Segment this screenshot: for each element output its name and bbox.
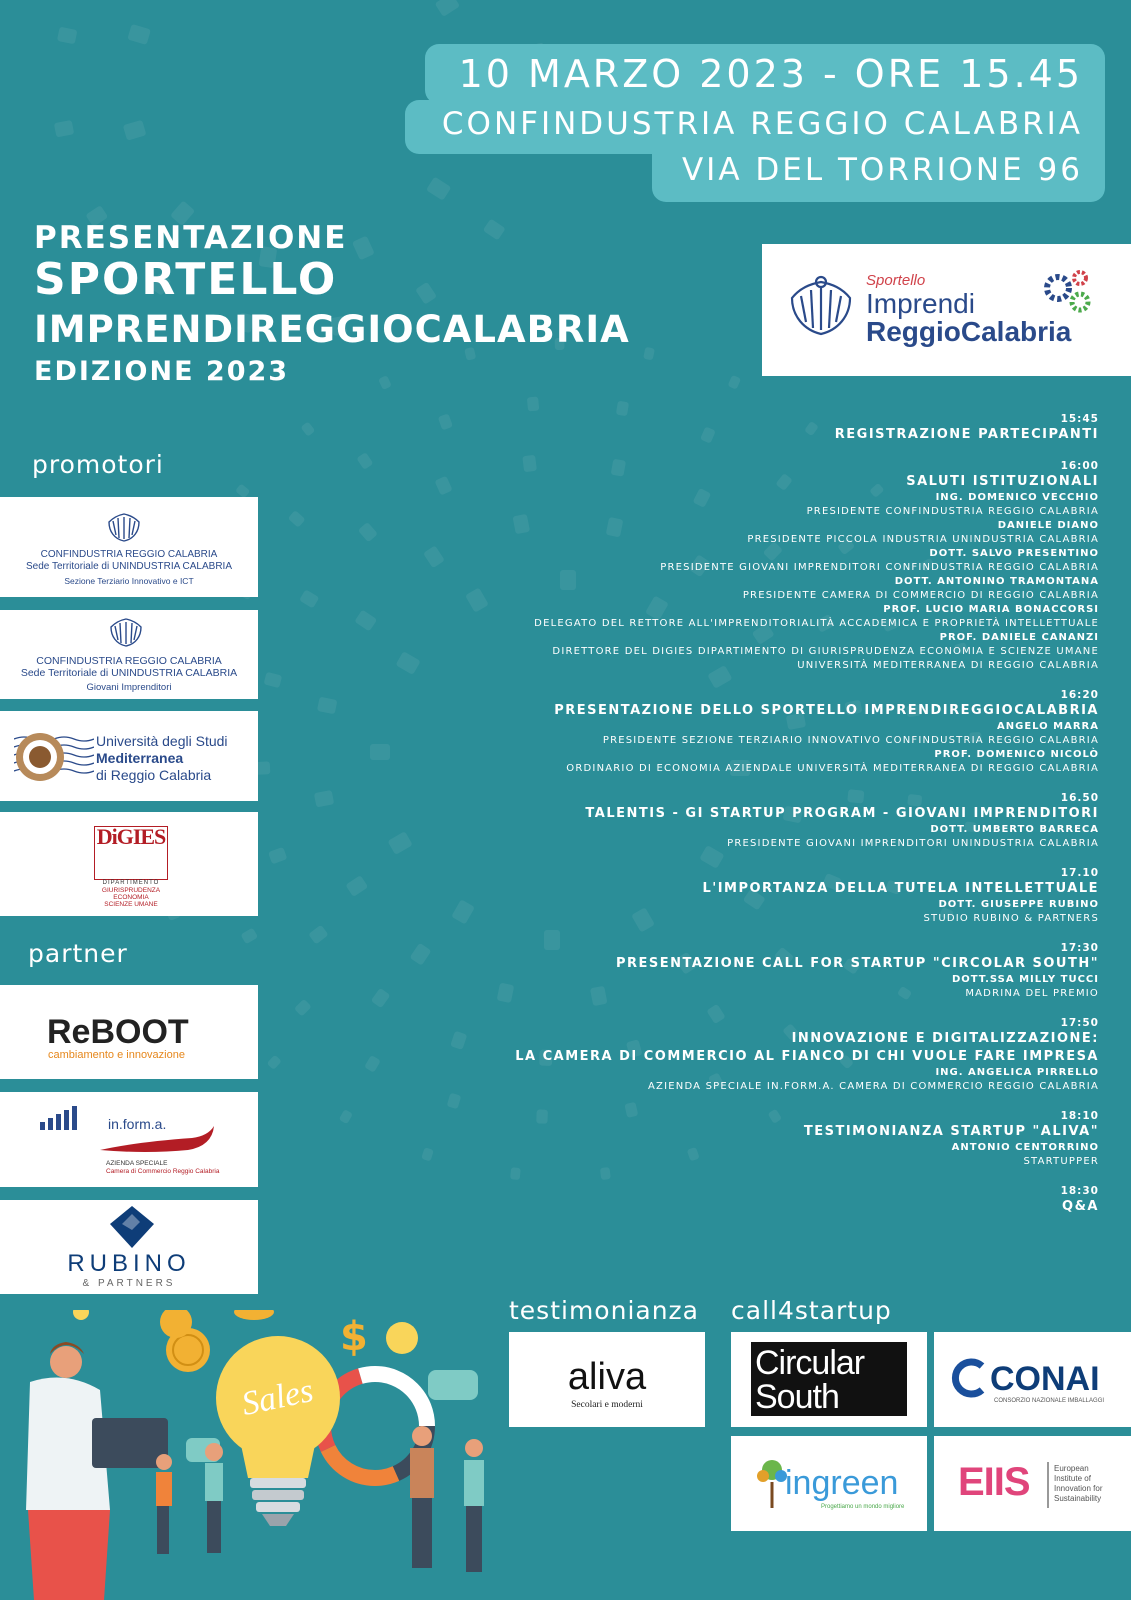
decorative-square — [268, 847, 287, 864]
speaker-role: DELEGATO DEL RETTORE ALL'IMPRENDITORIALITÀ ACCADEMICA E PROPRIETÀ INTELLETTUALE — [534, 618, 1099, 629]
circular-line1: Circular — [755, 1344, 865, 1382]
decorative-square — [267, 1055, 282, 1070]
program-time: 17:30 — [1060, 942, 1099, 954]
promoter3-line2: Mediterranea — [96, 750, 184, 766]
program-title: L'IMPORTANZA DELLA TUTELA INTELLETTUALE — [702, 881, 1099, 896]
ingreen-name: ingreen — [785, 1464, 899, 1502]
program-time: 17.10 — [1060, 867, 1099, 879]
speaker-role: PRESIDENTE GIOVANI IMPRENDITORI UNINDUSTRIA CALABRIA — [727, 838, 1099, 849]
bar-chart-icon — [40, 1106, 80, 1130]
digies-line2: GIURISPRUDENZA — [101, 887, 161, 894]
gears-icon — [1040, 268, 1094, 322]
program-title: TESTIMONIANZA STARTUP "ALIVA" — [803, 1124, 1099, 1139]
program-title-line2: LA CAMERA DI COMMERCIO AL FIANCO DI CHI VUOLE FARE IMPRESA — [515, 1049, 1099, 1064]
event-address: VIA DEL TORRIONE 96 — [681, 152, 1083, 188]
decorative-square — [300, 421, 315, 436]
speaker-name: ING. DOMENICO VECCHIO — [935, 492, 1099, 503]
title-sportello: SPORTELLO — [34, 254, 338, 305]
swoosh-icon — [96, 1124, 220, 1156]
decorative-square — [387, 831, 412, 855]
promoter1-line2: Sede Territoriale di UNINDUSTRIA CALABRIA — [26, 561, 232, 572]
logo-eiis — [934, 1436, 1131, 1531]
aliva-name: aliva — [567, 1356, 647, 1398]
speaker-role: AZIENDA SPECIALE IN.FORM.A. CAMERA DI COMMERCIO REGGIO CALABRIA — [648, 1081, 1099, 1092]
business-illustration — [0, 1310, 520, 1600]
sportello-imprendi-logo — [762, 244, 1131, 376]
decorative-square — [264, 672, 283, 688]
decorative-square — [378, 375, 392, 390]
eiis-line4: Sustainability — [1054, 1494, 1102, 1503]
section-label-promotori: promotori — [32, 450, 164, 479]
speaker-role: PRESIDENTE CAMERA DI COMMERCIO DI REGGIO CALABRIA — [742, 590, 1099, 601]
decorative-square — [352, 236, 375, 261]
decorative-square — [317, 697, 338, 715]
program-item — [419, 941, 1099, 1001]
program-title: INNOVAZIONE E DIGITALIZZAZIONE: — [791, 1031, 1099, 1046]
promoter1-line1: CONFINDUSTRIA REGGIO CALABRIA — [40, 549, 218, 560]
speaker-name: DOTT. GIUSEPPE RUBINO — [938, 899, 1099, 910]
eiis-name: EIIS — [958, 1460, 1030, 1504]
logo-reboot — [0, 985, 258, 1079]
program-title: TALENTIS - GI STARTUP PROGRAM - GIOVANI IMPRENDITORI — [585, 806, 1099, 821]
confindustria-eagle-icon — [108, 616, 144, 648]
program-time: 16:20 — [1060, 689, 1099, 701]
program-time: 17:50 — [1060, 1017, 1099, 1029]
program-time: 15:45 — [1060, 413, 1099, 425]
main-logo-sportello: Sportello — [866, 272, 926, 289]
logo-digies — [0, 812, 258, 916]
rubino-diamond-icon — [110, 1206, 154, 1248]
speaker-name: ING. ANGELICA PIRRELLO — [935, 1067, 1099, 1078]
digies-line3: ECONOMIA — [113, 894, 149, 901]
eiis-line2: Institute of — [1054, 1474, 1091, 1483]
speaker-role: DIRETTORE DEL DIGIES DIPARTIMENTO DI GIURISPRUDENZA ECONOMIA E SCIENZE UMANE — [552, 646, 1099, 657]
speaker-name: ANGELO MARRA — [997, 721, 1099, 732]
lightbulb-icon — [216, 1336, 340, 1526]
aliva-tagline: Secolari e moderni — [571, 1400, 643, 1410]
reboot-name: ReBOOT — [47, 1013, 189, 1051]
eiis-line1: European — [1054, 1464, 1089, 1473]
ingreen-tagline: Progettiamo un mondo migliore — [821, 1504, 905, 1510]
speaker-role: PRESIDENTE CONFINDUSTRIA REGGIO CALABRIA — [806, 506, 1099, 517]
decorative-square — [426, 177, 451, 201]
decorative-square — [299, 589, 319, 608]
speaker-name: PROF. DANIELE CANANZI — [939, 632, 1099, 643]
decorative-square — [415, 282, 437, 305]
decorative-square — [483, 218, 506, 240]
decorative-square — [435, 0, 460, 17]
speaker-role: STARTUPPER — [1023, 1156, 1099, 1167]
speaker-role: ORDINARIO DI ECONOMIA AZIENDALE UNIVERSITÀ MEDITERRANEA DI REGGIO CALABRIA — [566, 763, 1099, 774]
program-title: SALUTI ISTITUZIONALI — [906, 474, 1099, 489]
promoter3-line3: di Reggio Calabria — [96, 767, 212, 783]
program-time: 18:10 — [1060, 1110, 1099, 1122]
decorative-square — [240, 928, 258, 945]
title-edizione: EDIZIONE 2023 — [34, 356, 290, 387]
title-imprendireggiocalabria: IMPRENDIREGGIOCALABRIA — [34, 308, 630, 351]
event-date-time: 10 MARZO 2023 - ORE 15.45 — [458, 52, 1083, 96]
decorative-square — [127, 24, 151, 45]
event-venue: CONFINDUSTRIA REGGIO CALABRIA — [441, 106, 1083, 142]
chat-bubble-icon — [428, 1370, 478, 1400]
speaker-name: PROF. LUCIO MARIA BONACCORSI — [883, 604, 1099, 615]
decorative-square — [294, 999, 312, 1017]
decorative-square — [308, 925, 328, 945]
decorative-square — [288, 510, 306, 528]
promoter2-line3: Giovani Imprenditori — [86, 682, 172, 693]
informa-line1: AZIENDA SPECIALE — [106, 1160, 168, 1167]
program-item — [419, 1109, 1099, 1169]
woman-laptop-figure — [26, 1342, 168, 1600]
digies-line4: SCIENZE UMANE — [104, 901, 158, 908]
decorative-square — [356, 452, 373, 470]
speaker-name: DOTT. UMBERTO BARRECA — [930, 824, 1099, 835]
speaker-name: DOTT.SSA MILLY TUCCI — [951, 974, 1099, 985]
conai-tagline: CONSORZIO NAZIONALE IMBALLAGGI — [994, 1398, 1105, 1404]
speaker-role: PRESIDENTE PICCOLA INDUSTRIA UNINDUSTRIA CALABRIA — [747, 534, 1099, 545]
conai-c-icon — [948, 1358, 988, 1398]
speaker-name: ANTONIO CENTORRINO — [951, 1142, 1099, 1153]
logo-conai — [934, 1332, 1131, 1427]
decorative-square — [527, 396, 539, 411]
program-item — [419, 791, 1099, 851]
program-time: 16.50 — [1060, 792, 1099, 804]
decorative-square — [643, 347, 655, 361]
decorative-square — [57, 27, 78, 45]
logo-confindustria-terziario — [0, 497, 258, 597]
logo-universita-mediterranea — [0, 711, 258, 801]
conai-name: CONAI — [990, 1360, 1100, 1398]
program-item — [419, 866, 1099, 926]
decorative-square — [371, 988, 391, 1008]
speaker-role: STUDIO RUBINO & PARTNERS — [923, 913, 1099, 924]
eiis-line3: Innovation for — [1054, 1484, 1103, 1493]
reboot-tagline: cambiamento e innovazione — [48, 1049, 185, 1061]
section-label-testimonianza: testimonianza — [509, 1296, 700, 1325]
program-time: 16:00 — [1060, 460, 1099, 472]
program-title: REGISTRAZIONE PARTECIPANTI — [834, 427, 1099, 442]
logo-ingreen — [731, 1436, 927, 1531]
speaker-name: PROF. DOMENICO NICOLÒ — [934, 749, 1099, 760]
program-title: Q&A — [1062, 1199, 1099, 1214]
decorative-square — [345, 875, 368, 897]
promoter1-line3: Sezione Terziario Innovativo e ICT — [64, 576, 194, 586]
section-label-partner: partner — [28, 939, 128, 968]
promoter3-line1: Università degli Studi — [96, 733, 228, 749]
decorative-square — [364, 1055, 381, 1073]
decorative-square — [54, 120, 74, 138]
informa-name: in.form.a. — [108, 1116, 167, 1132]
program-time: 18:30 — [1060, 1185, 1099, 1197]
confindustria-eagle-icon — [786, 272, 856, 342]
main-logo-imprendi: Imprendi — [866, 288, 975, 319]
speaker-name: DOTT. SALVO PRESENTINO — [929, 548, 1099, 559]
promoter2-line2: Sede Territoriale di UNINDUSTRIA CALABRIA — [20, 667, 238, 679]
speaker-role: PRESIDENTE GIOVANI IMPRENDITORI CONFINDUSTRIA REGGIO CALABRIA — [660, 562, 1099, 573]
smiley-icon — [386, 1322, 418, 1354]
dollar-icon: $ — [340, 1314, 368, 1360]
program-item — [419, 459, 1099, 673]
rubino-name: RUBINO — [67, 1250, 191, 1277]
logo-circular-south — [731, 1332, 927, 1427]
speaker-role: UNIVERSITÀ MEDITERRANEA DI REGGIO CALABRIA — [797, 660, 1099, 671]
program-item — [419, 412, 1099, 444]
decorative-square — [370, 744, 390, 760]
program-title: PRESENTAZIONE DELLO SPORTELLO IMPRENDIREGGIOCALABRIA — [554, 703, 1099, 718]
program-schedule — [419, 412, 1099, 1231]
decorative-square — [339, 1109, 353, 1124]
logo-informa — [0, 1092, 258, 1187]
decorative-square — [727, 375, 741, 390]
speaker-role: PRESIDENTE SEZIONE TERZIARIO INNOVATIVO CONFINDUSTRIA REGGIO CALABRIA — [602, 735, 1099, 746]
decorative-square — [123, 120, 147, 141]
university-seal-icon — [14, 729, 94, 785]
decorative-square — [395, 651, 420, 675]
speaker-name: DANIELE DIANO — [997, 520, 1099, 531]
logo-confindustria-giovani — [0, 610, 258, 699]
decorative-square — [354, 610, 377, 632]
rubino-tagline: & PARTNERS — [82, 1278, 176, 1289]
promoter2-line1: CONFINDUSTRIA REGGIO CALABRIA — [36, 655, 222, 667]
speaker-role: MADRINA DEL PREMIO — [965, 988, 1099, 999]
bulb-sign: Sales — [238, 1371, 317, 1424]
logo-aliva — [509, 1332, 705, 1427]
digies-line1: DIPARTIMENTO — [102, 880, 160, 886]
logo-rubino — [0, 1200, 258, 1294]
tree-icon — [755, 1456, 789, 1508]
decorative-square — [358, 522, 378, 542]
speaker-name: DOTT. ANTONINO TRAMONTANA — [894, 576, 1099, 587]
program-item — [419, 1184, 1099, 1216]
program-item — [419, 688, 1099, 776]
informa-line2: Camera di Commercio Reggio Calabria — [106, 1168, 220, 1175]
decorative-square — [314, 790, 334, 808]
digies-mark: DiGIES — [96, 824, 166, 849]
program-title: PRESENTAZIONE CALL FOR STARTUP "CIRCOLAR SOUTH" — [615, 956, 1099, 971]
confindustria-eagle-icon — [106, 511, 142, 543]
program-item — [419, 1016, 1099, 1094]
section-label-call4startup: call4startup — [731, 1296, 892, 1325]
title-presentazione: PRESENTAZIONE — [34, 220, 348, 256]
main-logo-reggiocalabria: ReggioCalabria — [866, 316, 1072, 347]
circular-line2: South — [755, 1378, 839, 1416]
